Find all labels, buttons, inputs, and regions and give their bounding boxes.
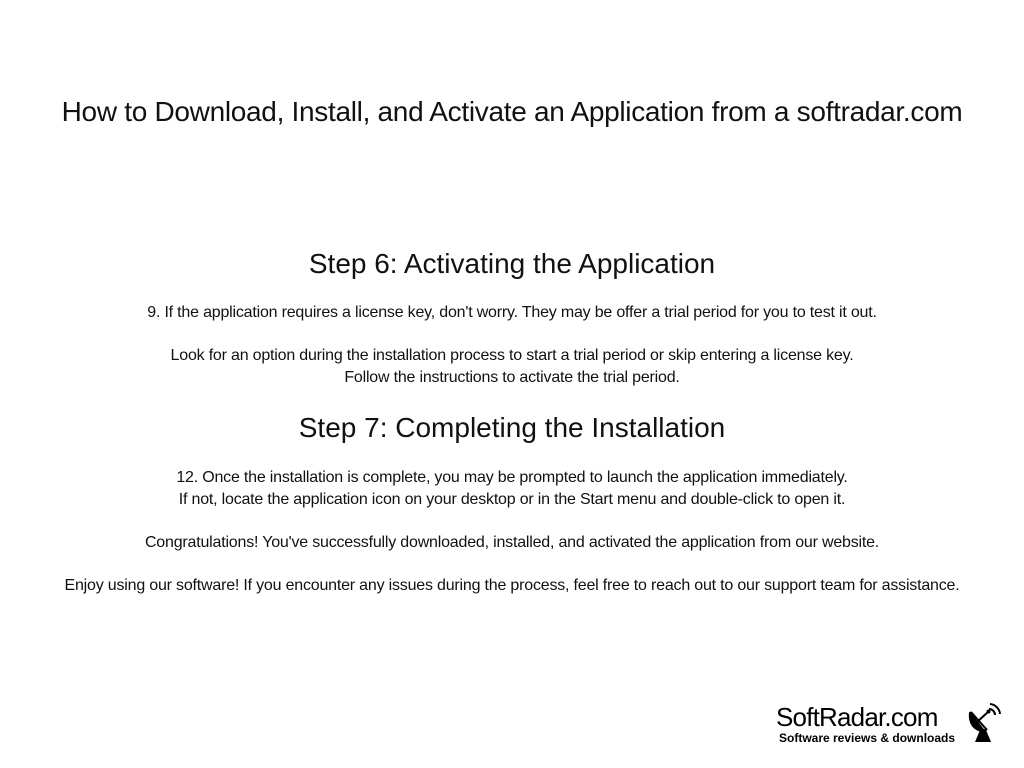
satellite-dish-icon	[965, 700, 1003, 744]
step6-paragraph-license: 9. If the application requires a license key, don't worry. They may be offer a trial period for you to test it out.	[147, 304, 877, 321]
step7-heading: Step 7: Completing the Installation	[298, 412, 726, 443]
step6-heading: Step 6: Activating the Application	[308, 248, 716, 279]
step7-paragraph-launch	[0, 467, 1024, 511]
step6-trial-line-2: Follow the instructions to activate the trial period.	[344, 369, 680, 386]
page-title: How to Download, Install, and Activate an Application from a softradar.com	[61, 96, 963, 127]
softradar-logo	[776, 700, 1006, 748]
step7-launch-line-1: 12. Once the installation is complete, you may be prompted to launch the application immediately.	[176, 469, 848, 486]
step7-launch-line-2: If not, locate the application icon on your desktop or in the Start menu and double-click to open it.	[178, 491, 846, 508]
step7-paragraph-congrats: Congratulations! You've successfully downloaded, installed, and activated the application from our website.	[144, 534, 880, 551]
step6-paragraph-trial	[0, 345, 1024, 389]
logo-name: SoftRadar.com	[776, 702, 938, 732]
step7-paragraph-support: Enjoy using our software! If you encounter any issues during the process, feel free to reach out to our support team for assistance.	[64, 577, 960, 594]
logo-tagline: Software reviews & downloads	[779, 731, 956, 745]
step6-trial-line-1: Look for an option during the installation process to start a trial period or skip entering a license key.	[170, 347, 854, 364]
